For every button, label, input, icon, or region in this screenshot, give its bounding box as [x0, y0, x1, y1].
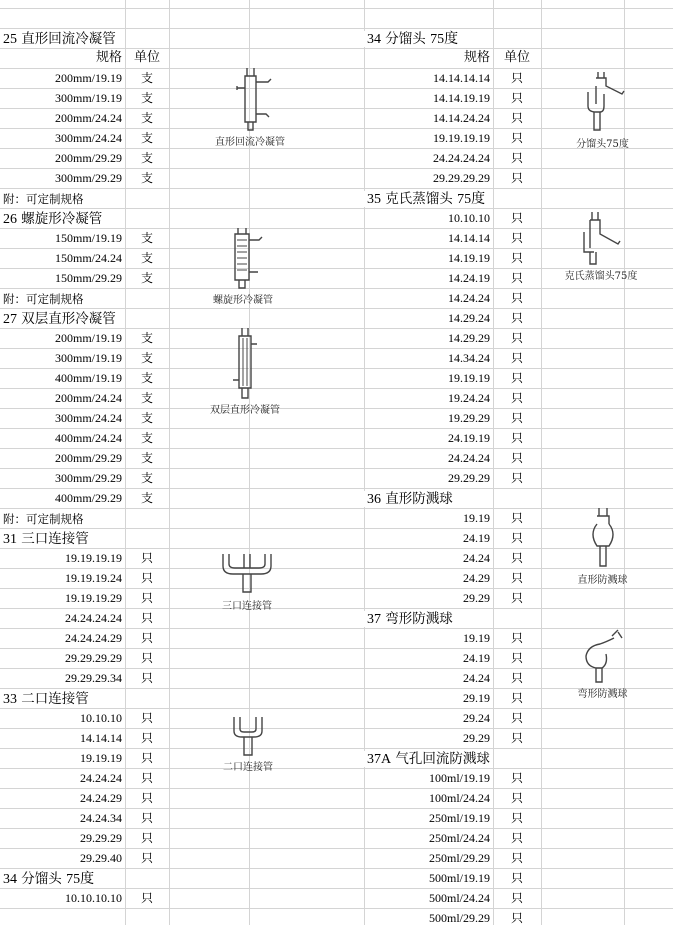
spec-row [0, 108, 364, 128]
spec-value: 29.29.29.34 [65, 671, 122, 685]
section-suffix: 75度 [430, 32, 459, 47]
column-header-row [0, 48, 364, 68]
spec-column-header: 规格 [463, 50, 490, 65]
spec-value: 150mm/19.19 [54, 231, 122, 245]
spec-row [0, 888, 364, 908]
spec-value: 24.24.24 [448, 451, 490, 465]
spec-row [364, 428, 673, 448]
unit-value: 只 [510, 531, 523, 545]
section-title [0, 211, 102, 227]
spec-value: 24.29 [463, 571, 490, 585]
spec-row [0, 808, 364, 828]
section-title [364, 611, 453, 627]
spec-value: 14.14.19.19 [433, 91, 490, 105]
section-name: 直形防溅球 [385, 491, 453, 507]
spec-value: 14.14.24.24 [433, 111, 490, 125]
spec-value: 300mm/29.29 [54, 471, 122, 485]
section-title-row [364, 188, 673, 208]
spec-value: 24.24 [463, 671, 490, 685]
unit-value: 只 [510, 871, 523, 885]
spec-value: 100ml/24.24 [428, 791, 490, 805]
section-title-row [364, 608, 673, 628]
spec-value: 19.19.19.19 [65, 551, 122, 565]
spec-row [0, 648, 364, 668]
unit-value: 只 [510, 651, 523, 665]
spec-value: 29.29.29.29 [433, 171, 490, 185]
unit-value: 只 [510, 271, 523, 285]
spec-row [364, 408, 673, 428]
unit-value: 支 [140, 231, 153, 245]
section-name: 分馏头 [385, 31, 426, 47]
section-title-row [0, 308, 364, 328]
picture-p25 [205, 66, 295, 148]
section-suffix: 75度 [457, 192, 486, 207]
unit-value: 只 [510, 391, 523, 405]
spec-row [364, 468, 673, 488]
spec-value: 29.29 [463, 591, 490, 605]
spec-row [0, 88, 364, 108]
spec-row [0, 448, 364, 468]
unit-value: 支 [140, 431, 153, 445]
section-title [0, 311, 116, 327]
spec-value: 150mm/29.29 [54, 271, 122, 285]
picture-p37 [560, 628, 645, 700]
unit-value: 只 [510, 311, 523, 325]
spec-row [0, 468, 364, 488]
unit-value: 只 [510, 911, 523, 925]
spec-value: 14.29.24 [448, 311, 490, 325]
unit-value: 支 [140, 171, 153, 185]
section-title-row [364, 748, 673, 768]
section-title-row [0, 208, 364, 228]
straight-reflux-condenser-icon [225, 66, 275, 132]
unit-value: 只 [510, 671, 523, 685]
unit-value: 只 [510, 711, 523, 725]
section-title-row [364, 488, 673, 508]
spec-column-header: 规格 [95, 50, 122, 65]
unit-value: 只 [510, 111, 523, 125]
spec-row [364, 708, 673, 728]
spec-value: 19.19.19 [448, 371, 490, 385]
unit-value: 只 [510, 831, 523, 845]
bent-splash-bulb-icon [578, 628, 628, 684]
spec-value: 29.19 [463, 691, 490, 705]
picture-p27 [200, 326, 290, 416]
unit-value: 只 [510, 591, 523, 605]
picture-p36 [560, 506, 645, 586]
spec-row [364, 908, 673, 928]
spec-row [0, 148, 364, 168]
spec-value: 24.24.29 [80, 791, 122, 805]
spec-row [0, 848, 364, 868]
unit-value: 只 [510, 291, 523, 305]
section-number: 35 [367, 192, 381, 207]
spec-value: 24.24 [463, 551, 490, 565]
spec-value: 19.19.19.29 [65, 591, 122, 605]
unit-value: 只 [510, 551, 523, 565]
unit-value: 只 [140, 731, 153, 745]
section-title-row [364, 28, 673, 48]
unit-value: 只 [510, 371, 523, 385]
spec-row [364, 148, 673, 168]
spec-value: 19.19 [463, 631, 490, 645]
unit-value: 只 [140, 851, 153, 865]
spec-row [0, 168, 364, 188]
section-title [364, 191, 485, 207]
spec-value: 14.34.24 [448, 351, 490, 365]
spec-row [364, 308, 673, 328]
spec-value: 14.29.29 [448, 331, 490, 345]
spec-value: 250ml/19.19 [428, 811, 490, 825]
spec-row [0, 668, 364, 688]
three-neck-adapter-icon [217, 552, 277, 596]
spec-row [0, 708, 364, 728]
section-name: 二口连接管 [21, 691, 89, 707]
spec-value: 19.19.19.24 [65, 571, 122, 585]
spec-row [0, 548, 364, 568]
spiral-condenser-icon [218, 226, 268, 290]
spec-row [364, 368, 673, 388]
unit-value: 支 [140, 251, 153, 265]
right-catalog-column [364, 28, 673, 928]
custom-spec-note: 附：可定制规格 [0, 512, 84, 526]
spec-value: 250ml/29.29 [428, 851, 490, 865]
spec-row [0, 488, 364, 508]
unit-value: 支 [140, 451, 153, 465]
unit-value: 支 [140, 491, 153, 505]
section-number: 37A [367, 752, 392, 767]
unit-value: 只 [510, 571, 523, 585]
picture-p26 [198, 226, 288, 306]
spec-row [0, 428, 364, 448]
unit-value: 只 [510, 231, 523, 245]
picture-caption: 双层直形冷凝管 [210, 405, 280, 416]
section-name: 气孔回流防溅球 [395, 751, 490, 767]
picture-caption: 三口连接管 [222, 601, 272, 612]
custom-spec-note: 附：可定制规格 [0, 292, 84, 306]
spec-value: 200mm/24.24 [54, 391, 122, 405]
picture-caption: 弯形防溅球 [577, 689, 628, 700]
unit-column-header: 单位 [503, 50, 530, 65]
spec-value: 300mm/19.19 [54, 91, 122, 105]
unit-value: 支 [140, 411, 153, 425]
spec-row [0, 568, 364, 588]
picture-p34 [560, 70, 645, 150]
two-neck-adapter-icon [228, 715, 268, 757]
unit-value: 只 [510, 791, 523, 805]
unit-value: 只 [510, 251, 523, 265]
unit-value: 只 [140, 631, 153, 645]
spec-value: 500ml/19.19 [428, 871, 490, 885]
section-name: 克氏蒸馏头 [385, 191, 453, 207]
unit-value: 只 [140, 791, 153, 805]
spec-value: 19.19 [463, 511, 490, 525]
unit-value: 支 [140, 471, 153, 485]
unit-value: 支 [140, 351, 153, 365]
section-title-row [0, 868, 364, 888]
picture-caption: 二口连接管 [223, 762, 273, 773]
spec-row [0, 348, 364, 368]
spec-value: 500ml/29.29 [428, 911, 490, 925]
spec-value: 10.10.10 [80, 711, 122, 725]
spec-row [364, 888, 673, 908]
section-name: 直形回流冷凝管 [21, 31, 116, 47]
spec-value: 400mm/24.24 [54, 431, 122, 445]
spec-row [0, 248, 364, 268]
spec-value: 14.19.19 [448, 251, 490, 265]
section-number: 33 [3, 692, 17, 707]
unit-value: 支 [140, 151, 153, 165]
spec-row [364, 788, 673, 808]
spec-value: 29.29.29 [448, 471, 490, 485]
spec-row [0, 828, 364, 848]
spec-value: 500ml/24.24 [428, 891, 490, 905]
spec-value: 300mm/24.24 [54, 411, 122, 425]
picture-p33 [203, 715, 293, 773]
unit-value: 只 [510, 451, 523, 465]
spec-value: 300mm/29.29 [54, 171, 122, 185]
unit-value: 只 [140, 551, 153, 565]
unit-value: 支 [140, 91, 153, 105]
section-name: 螺旋形冷凝管 [21, 211, 103, 227]
spec-row [0, 268, 364, 288]
unit-value: 只 [140, 751, 153, 765]
unit-value: 只 [140, 671, 153, 685]
unit-value: 只 [510, 631, 523, 645]
spec-value: 100ml/19.19 [428, 771, 490, 785]
unit-value: 只 [510, 891, 523, 905]
spec-row [0, 728, 364, 748]
unit-value: 只 [510, 91, 523, 105]
unit-value: 只 [140, 771, 153, 785]
spec-row [364, 588, 673, 608]
spec-row [0, 628, 364, 648]
section-number: 36 [367, 492, 381, 507]
spec-row [0, 388, 364, 408]
spec-value: 19.19.19 [80, 751, 122, 765]
spec-value: 29.29 [463, 731, 490, 745]
unit-value: 只 [510, 431, 523, 445]
spec-value: 14.24.24 [448, 291, 490, 305]
unit-value: 只 [510, 851, 523, 865]
left-catalog-column [0, 28, 364, 908]
unit-value: 支 [140, 331, 153, 345]
spec-row [364, 768, 673, 788]
section-number: 25 [3, 32, 17, 47]
spec-value: 400mm/19.19 [54, 371, 122, 385]
unit-value: 只 [510, 471, 523, 485]
straight-splash-bulb-icon [583, 506, 623, 570]
section-name: 弯形防溅球 [385, 611, 453, 627]
spec-value: 200mm/29.29 [54, 451, 122, 465]
unit-value: 只 [140, 611, 153, 625]
spec-value: 10.10.10 [448, 211, 490, 225]
spec-row [364, 348, 673, 368]
spec-value: 200mm/19.19 [54, 71, 122, 85]
spec-row [364, 848, 673, 868]
spec-row [364, 868, 673, 888]
picture-caption: 直形回流冷凝管 [215, 137, 285, 148]
spec-value: 24.24.24.29 [65, 631, 122, 645]
spec-row [0, 228, 364, 248]
unit-value: 只 [510, 811, 523, 825]
spec-value: 10.10.10.10 [65, 891, 122, 905]
spec-value: 29.29.40 [80, 851, 122, 865]
unit-value: 支 [140, 371, 153, 385]
spec-value: 24.24.24.24 [65, 611, 122, 625]
unit-value: 只 [510, 731, 523, 745]
spec-value: 200mm/29.29 [54, 151, 122, 165]
unit-value: 只 [510, 511, 523, 525]
spec-row [364, 168, 673, 188]
unit-value: 只 [140, 651, 153, 665]
spec-row [364, 728, 673, 748]
spec-value: 14.14.14 [80, 731, 122, 745]
custom-spec-note-row [0, 508, 364, 528]
section-title [0, 531, 89, 547]
picture-p35 [556, 210, 646, 282]
section-number: 34 [3, 872, 17, 887]
column-header-row [364, 48, 673, 68]
spec-value: 19.29.29 [448, 411, 490, 425]
unit-value: 只 [510, 351, 523, 365]
section-title-row [0, 688, 364, 708]
unit-value: 只 [510, 211, 523, 225]
spec-value: 29.29.29 [80, 831, 122, 845]
spec-value: 24.19 [463, 651, 490, 665]
spec-row [364, 828, 673, 848]
unit-value: 支 [140, 391, 153, 405]
unit-value: 支 [140, 71, 153, 85]
section-number: 34 [367, 32, 381, 47]
spec-value: 14.24.19 [448, 271, 490, 285]
unit-value: 只 [510, 771, 523, 785]
spec-row [364, 448, 673, 468]
custom-spec-note-row [0, 188, 364, 208]
unit-value: 只 [510, 71, 523, 85]
spec-value: 24.19 [463, 531, 490, 545]
unit-value: 支 [140, 111, 153, 125]
spec-value: 250ml/24.24 [428, 831, 490, 845]
section-title-row [0, 28, 364, 48]
spec-value: 19.24.24 [448, 391, 490, 405]
unit-value: 只 [140, 591, 153, 605]
spec-value: 200mm/19.19 [54, 331, 122, 345]
spec-value: 19.19.19.19 [433, 131, 490, 145]
spec-row [0, 588, 364, 608]
unit-value: 只 [510, 171, 523, 185]
unit-value: 只 [140, 831, 153, 845]
spec-value: 29.24 [463, 711, 490, 725]
unit-column-header: 单位 [133, 50, 160, 65]
unit-value: 支 [140, 271, 153, 285]
spec-row [0, 408, 364, 428]
unit-value: 只 [510, 691, 523, 705]
spec-value: 24.24.24.24 [433, 151, 490, 165]
section-name: 双层直形冷凝管 [21, 311, 116, 327]
claisen-head-icon [576, 210, 626, 266]
section-number: 37 [367, 612, 381, 627]
section-title [0, 871, 94, 887]
section-title-row [0, 528, 364, 548]
double-jacket-condenser-icon [225, 326, 265, 400]
unit-value: 只 [140, 571, 153, 585]
picture-caption: 克氏蒸馏头75度 [564, 271, 638, 282]
spec-row [0, 768, 364, 788]
spec-value: 300mm/24.24 [54, 131, 122, 145]
section-title [364, 31, 458, 47]
spec-value: 29.29.29.29 [65, 651, 122, 665]
spec-value: 14.14.14.14 [433, 71, 490, 85]
spec-row [364, 388, 673, 408]
section-title [364, 751, 490, 767]
spec-value: 400mm/29.29 [54, 491, 122, 505]
spec-row [0, 328, 364, 348]
spec-row [364, 288, 673, 308]
spec-value: 24.24.24 [80, 771, 122, 785]
picture-p31 [202, 552, 292, 612]
picture-caption: 螺旋形冷凝管 [213, 295, 273, 306]
picture-caption: 分馏头75度 [576, 139, 629, 150]
section-title [0, 31, 116, 47]
section-suffix: 75度 [66, 872, 95, 887]
spec-row [364, 808, 673, 828]
spec-value: 200mm/24.24 [54, 111, 122, 125]
spec-row [0, 788, 364, 808]
section-name: 三口连接管 [21, 531, 89, 547]
spec-row [0, 128, 364, 148]
unit-value: 只 [510, 331, 523, 345]
spec-value: 24.24.34 [80, 811, 122, 825]
picture-caption: 直形防溅球 [577, 575, 628, 586]
spec-row [0, 608, 364, 628]
spec-value: 300mm/19.19 [54, 351, 122, 365]
custom-spec-note: 附：可定制规格 [0, 192, 84, 206]
spec-row [0, 368, 364, 388]
unit-value: 只 [140, 811, 153, 825]
unit-value: 只 [140, 891, 153, 905]
spec-row [0, 748, 364, 768]
section-number: 27 [3, 312, 17, 327]
section-number: 26 [3, 212, 17, 227]
section-number: 31 [3, 532, 17, 547]
unit-value: 支 [140, 131, 153, 145]
spec-row [0, 68, 364, 88]
section-name: 分馏头 [21, 871, 62, 887]
unit-value: 只 [510, 411, 523, 425]
spec-value: 150mm/24.24 [54, 251, 122, 265]
spec-row [364, 328, 673, 348]
custom-spec-note-row [0, 288, 364, 308]
unit-value: 只 [510, 131, 523, 145]
section-title [0, 691, 89, 707]
spec-value: 24.19.19 [448, 431, 490, 445]
spec-value: 14.14.14 [448, 231, 490, 245]
unit-value: 只 [510, 151, 523, 165]
section-title [364, 491, 453, 507]
fractionating-head-icon [578, 70, 628, 134]
unit-value: 只 [140, 711, 153, 725]
